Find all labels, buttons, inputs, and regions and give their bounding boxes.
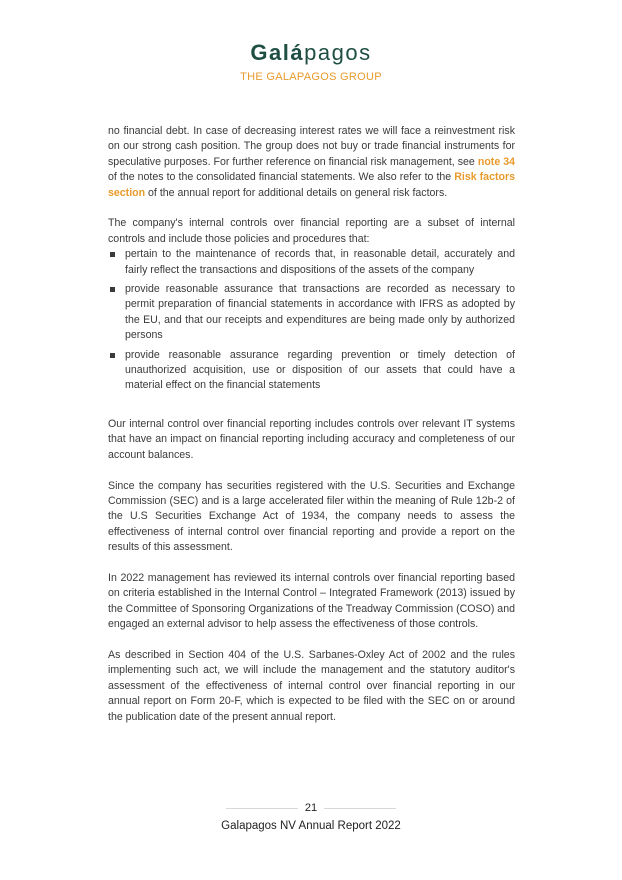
paragraph-coso: In 2022 management has reviewed its internal controls over financial reporting based on criteria established in the Internal Control – Integrated Framework (2013) issued by the Committee of Sponsoring Organizations of the Treadway Commission (COSO) and engaged an external advisor to help assess the effectiveness of those controls. [108,571,515,631]
paragraph-risk-text-b: of the notes to the consolidated financial statements. We also refer to the [108,171,455,184]
logo-text-bold: Galá [250,40,305,65]
risk-factors-link[interactable]: Risk factors section [108,171,515,199]
group-name: THE GALAPAGOS GROUP [240,71,382,83]
list-item [108,282,515,344]
footer-rule-right [324,808,396,809]
list-item [108,348,515,394]
page-number: 21 [304,802,318,814]
controls-bullet-list [108,247,515,394]
list-item-text: pertain to the maintenance of records that, in reasonable detail, accurately and fairly reflect the transactions and dispositions of the assets of the company [125,248,515,276]
report-title: Galapagos NV Annual Report 2022 [221,820,401,832]
paragraph-it-systems: Our internal control over financial reporting includes controls over relevant IT systems that have an impact on financial reporting including accuracy and completeness of our account balances. [108,417,515,461]
paragraph-risk-text-c: of the annual report for additional details on general risk factors. [145,186,448,199]
footer-rule-left [226,808,298,809]
note-34-link[interactable]: note 34 [477,155,515,168]
page-number-row [0,802,622,814]
list-item-text: provide reasonable assurance regarding prevention or timely detection of unauthorized acquisition, use or disposition of our assets that could have a material effect on the financial statements [125,348,515,392]
paragraph-internal-controls: The company's internal controls over financial reporting are a subset of internal controls and include those policies and procedures that: [108,217,515,245]
paragraph-sox: As described in Section 404 of the U.S. Sarbanes-Oxley Act of 2002 and the rules implementing such act, we will include the management and the statutory auditor's assessment of the effectiveness of internal control over financial reporting in our annual report on Form 20-F, which is expected to be filed with the SEC on or around the publication date of the present annual report. [108,648,515,723]
list-item [108,247,515,278]
main-content [108,124,515,740]
bullet-square-icon [110,353,115,358]
paragraph-risk-text-a: no financial debt. In case of decreasing interest rates we will face a reinvestment risk on our strong cash position. The group does not buy or trade financial instruments for speculative purposes. For further reference on financial risk management, see [108,125,515,168]
bullet-square-icon [110,287,115,292]
page-footer [0,802,622,832]
logo-wordmark [0,40,622,66]
paragraph-sec: Since the company has securities registered with the U.S. Securities and Exchange Commission (SEC) and is a large accelerated filer within the meaning of Rule 12b-2 of the U.S Securities Exchange Act of 1934, the company needs to assess the effectiveness of internal control over financial reporting and provide a report on the results of this assessment. [108,479,515,554]
logo-text-light: pagos [304,40,372,65]
company-logo [0,40,622,83]
list-item-text: provide reasonable assurance that transactions are recorded as necessary to permit preparation of financial statements in accordance with IFRS as adopted by the EU, and that our receipts and expenditures are being made only by authorized persons [125,283,515,342]
bullet-square-icon [110,252,115,257]
paragraph-risk [108,124,515,201]
